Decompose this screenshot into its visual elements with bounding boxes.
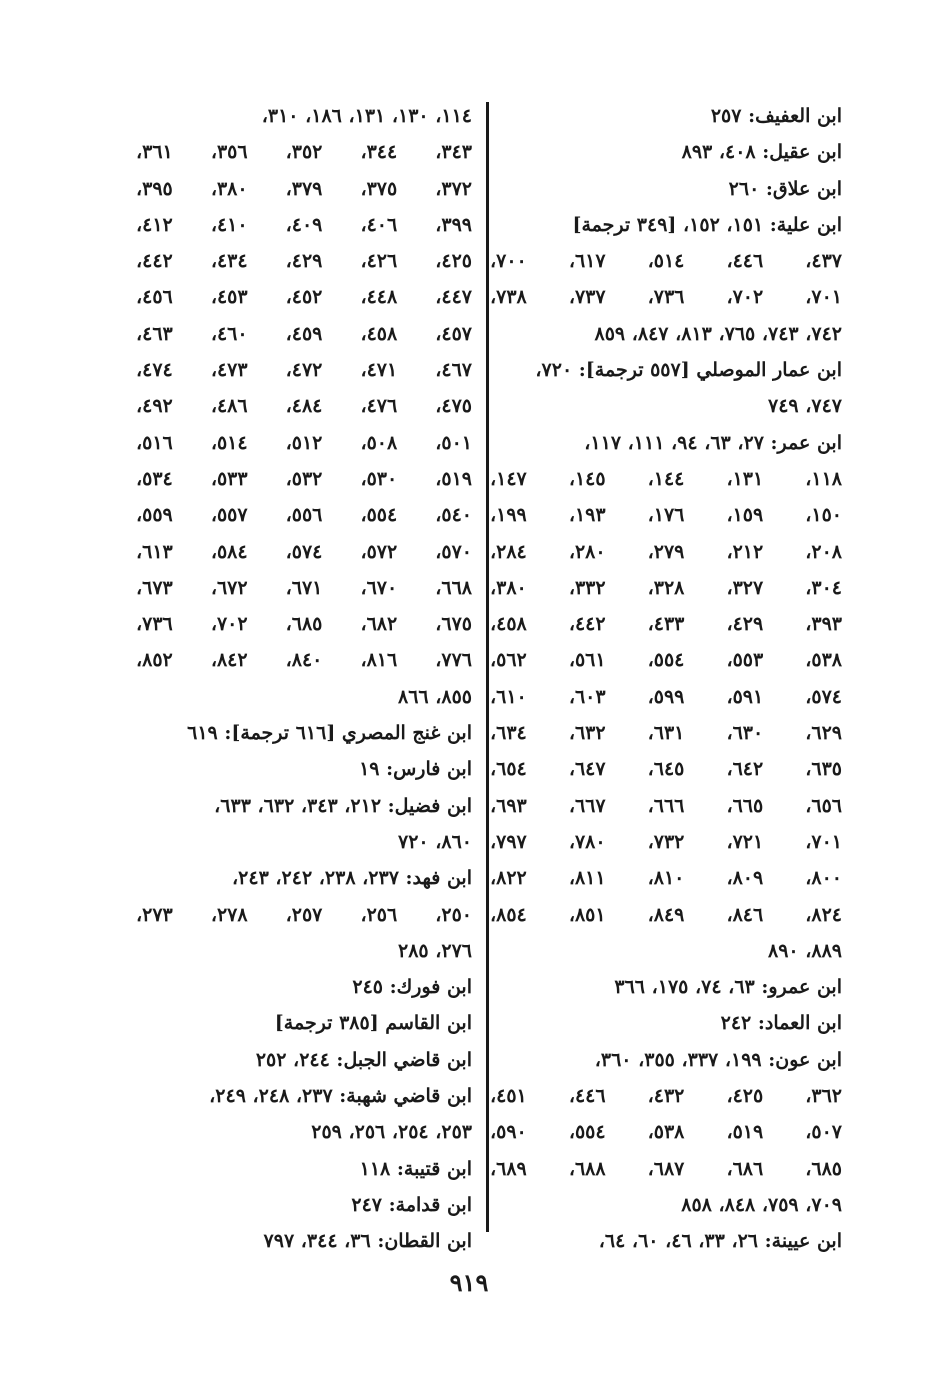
entry-heading-line: ابن عمر: ٢٧، ٦٣، ٩٤، ١١١، ١١٧، bbox=[584, 431, 842, 454]
index-entry bbox=[490, 1042, 842, 1223]
entry-page-refs-line: ٨٨٩، ٨٩٠ bbox=[768, 939, 842, 962]
index-entry bbox=[490, 425, 842, 969]
entry-page-refs-line: ٥٤٠، ٥٥٤، ٥٥٦، ٥٥٧، ٥٥٩، bbox=[136, 504, 472, 527]
entry-heading-line: ابن غنج المصري [٦١٦ ترجمة]: ٦١٩ bbox=[187, 722, 472, 745]
entry-page-refs-line: ٣٩٩، ٤٠٦، ٤٠٩، ٤١٠، ٤١٢، bbox=[136, 213, 472, 236]
entry-heading-line: ابن قاضي شهبة: ٢٣٧، ٢٤٨، ٢٤٩، bbox=[209, 1085, 472, 1108]
entry-page-refs-line: ١٥٠، ١٥٩، ١٧٦، ١٩٣، ١٩٩، bbox=[490, 504, 842, 527]
entry-page-refs-line: ٥٠٧، ٥١٩، ٥٣٨، ٥٥٤، ٥٩٠، bbox=[490, 1121, 842, 1144]
index-entry bbox=[136, 860, 472, 969]
index-entry bbox=[136, 969, 472, 1005]
entry-heading-line: ابن القطان: ٣٦، ٣٤٤، ٧٩٧ bbox=[263, 1230, 472, 1253]
index-entry bbox=[490, 1005, 842, 1041]
entry-page-refs-line: ٢٠٨، ٢١٢، ٢٧٩، ٢٨٠، ٢٨٤، bbox=[490, 540, 842, 563]
index-column-left bbox=[136, 98, 472, 1260]
entry-heading-line: ابن عيينة: ٢٦، ٣٣، ٤٦، ٦٠، ٦٤، bbox=[598, 1230, 842, 1253]
index-entry bbox=[136, 1151, 472, 1187]
entry-page-refs-line: ٥٧٤، ٥٩١، ٥٩٩، ٦٠٣، ٦١٠، bbox=[490, 685, 842, 708]
entry-page-refs-line: ٧٠١، ٧٠٢، ٧٣٦، ٧٣٧، ٧٣٨، bbox=[490, 286, 842, 309]
index-column-right bbox=[490, 98, 842, 1260]
index-entry bbox=[136, 1078, 472, 1151]
entry-page-refs-line: ٦٣٥، ٦٤٢، ٦٤٥، ٦٤٧، ٦٥٤، bbox=[490, 758, 842, 781]
index-entry bbox=[490, 969, 842, 1005]
entry-heading-line: ١١٤، ١٣٠، ١٣١، ١٨٦، ٣١٠، bbox=[261, 105, 472, 127]
entry-page-refs-line: ٤٥٧، ٤٥٨، ٤٥٩، ٤٦٠، ٤٦٣، bbox=[136, 322, 472, 345]
entry-page-refs-line: ٧٧٦، ٨١٦، ٨٤٠، ٨٤٢، ٨٥٢، bbox=[136, 649, 472, 672]
index-entry bbox=[136, 1223, 472, 1259]
entry-page-refs-line: ٣٧٢، ٣٧٥، ٣٧٩، ٣٨٠، ٣٩٥، bbox=[136, 177, 472, 200]
entry-page-refs-line: ٣٠٤، ٣٢٧، ٣٢٨، ٣٣٢، ٣٨٠، bbox=[490, 576, 842, 599]
entry-page-refs-line: ٥٧٠، ٥٧٢، ٥٧٤، ٥٨٤، ٦١٣، bbox=[136, 540, 472, 563]
entry-heading-line: ابن عمار الموصلي [٥٥٧ ترجمة]: ٧٢٠، bbox=[535, 359, 842, 382]
index-entry bbox=[136, 788, 472, 861]
entry-page-refs-line: ٥٠١، ٥٠٨، ٥١٢، ٥١٤، ٥١٦، bbox=[136, 431, 472, 454]
entry-heading-line: ابن فضيل: ٢١٢، ٣٤٣، ٦٣٢، ٦٣٣، bbox=[214, 794, 472, 817]
entry-page-refs-line: ٦٦٨، ٦٧٠، ٦٧١، ٦٧٢، ٦٧٣، bbox=[136, 576, 472, 599]
entry-heading-line: ابن عمرو: ٦٣، ٧٤، ١٧٥، ٣٦٦ bbox=[614, 976, 842, 999]
index-entry bbox=[136, 1005, 472, 1041]
entry-page-refs-line: ٢٥٣، ٢٥٤، ٢٥٦، ٢٥٩ bbox=[311, 1121, 472, 1144]
index-entry bbox=[490, 98, 842, 134]
page-number: ٩١٩ bbox=[449, 1268, 489, 1297]
index-entry bbox=[136, 751, 472, 787]
entry-heading-line: ابن العماد: ٢٤٢ bbox=[720, 1012, 842, 1035]
entry-heading-line: ابن فهد: ٢٣٧، ٢٣٨، ٢٤٢، ٢٤٣، bbox=[232, 867, 472, 890]
entry-heading-line: ابن عون: ١٩٩، ٣٣٧، ٣٥٥، ٣٦٠، bbox=[594, 1048, 842, 1071]
entry-heading-line: ابن علاق: ٢٦٠ bbox=[728, 177, 842, 200]
index-entry bbox=[490, 352, 842, 425]
index-entry bbox=[490, 207, 842, 352]
entry-page-refs-line: ٤٢٥، ٤٢٦، ٤٢٩، ٤٣٤، ٤٤٢، bbox=[136, 250, 472, 273]
entry-heading-line: ابن علية: ١٥١، ١٥٢، [٣٤٩ ترجمة] bbox=[572, 213, 842, 236]
entry-heading-line: ابن القاسم [٣٨٥ ترجمة] bbox=[274, 1012, 472, 1035]
entry-heading-line: ابن عقيل: ٤٠٨، ٨٩٣ bbox=[681, 141, 842, 164]
index-entry bbox=[490, 134, 842, 170]
index-entry bbox=[136, 98, 472, 715]
entry-page-refs-line: ٦٨٥، ٦٨٦، ٦٨٧، ٦٨٨، ٦٨٩، bbox=[490, 1157, 842, 1180]
index-entry bbox=[136, 1187, 472, 1223]
entry-page-refs-line: ٦٥٦، ٦٦٥، ٦٦٦، ٦٦٧، ٦٩٣، bbox=[490, 794, 842, 817]
entry-page-refs-line: ٧٠١، ٧٢١، ٧٣٢، ٧٨٠، ٧٩٧، bbox=[490, 830, 842, 853]
entry-page-refs-line: ٢٥٠، ٢٥٦، ٢٥٧، ٢٧٨، ٢٧٣، bbox=[136, 903, 472, 926]
entry-page-refs-line: ٨٥٥، ٨٦٦ bbox=[398, 685, 472, 708]
index-entry bbox=[490, 171, 842, 207]
entry-heading-line: ابن قاضي الجبل: ٢٤٤، ٢٥٢ bbox=[255, 1048, 472, 1071]
entry-heading-line: ابن قدامة: ٢٤٧ bbox=[351, 1193, 472, 1216]
entry-heading-line: ابن فارس: ١٩ bbox=[359, 758, 472, 781]
entry-page-refs-line: ٣٤٣، ٣٤٤، ٣٥٢، ٣٥٦، ٣٦١، bbox=[136, 141, 472, 164]
entry-page-refs-line: ٦٧٥، ٦٨٢، ٦٨٥، ٧٠٢، ٧٣٦، bbox=[136, 613, 472, 636]
entry-page-refs-line: ٨٢٤، ٨٤٦، ٨٤٩، ٨٥١، ٨٥٤، bbox=[490, 903, 842, 926]
entry-heading-line: ابن العفيف: ٢٥٧ bbox=[710, 105, 842, 127]
entry-heading-line: ابن فورك: ٢٤٥ bbox=[352, 976, 472, 999]
entry-page-refs-line: ٤٣٧، ٤٤٦، ٥١٤، ٦١٧، ٧٠٠، bbox=[490, 250, 842, 273]
entry-page-refs-line: ٧٠٩، ٧٥٩، ٨٤٨، ٨٥٨ bbox=[681, 1193, 842, 1216]
entry-heading-line: ابن قتيبة: ١١٨ bbox=[359, 1157, 472, 1180]
entry-page-refs-line: ٨٦٠، ٧٢٠ bbox=[398, 830, 472, 853]
entry-page-refs-line: ٥٣٨، ٥٥٣، ٥٥٤، ٥٦١، ٥٦٢، bbox=[490, 649, 842, 672]
entry-page-refs-line: ٨٠٠، ٨٠٩، ٨١٠، ٨١١، ٨٢٢، bbox=[490, 867, 842, 890]
entry-page-refs-line: ١١٨، ١٣١، ١٤٤، ١٤٥، ١٤٧، bbox=[490, 467, 842, 490]
column-divider bbox=[486, 102, 489, 1232]
entry-page-refs-line: ٣٦٢، ٤٢٥، ٤٣٢، ٤٤٦، ٤٥١، bbox=[490, 1085, 842, 1108]
entry-page-refs-line: ٦٢٩، ٦٣٠، ٦٣١، ٦٣٢، ٦٣٤، bbox=[490, 722, 842, 745]
entry-page-refs-line: ٧٤٧، ٧٤٩ bbox=[768, 395, 842, 418]
index-entry bbox=[490, 1223, 842, 1259]
entry-page-refs-line: ٤٦٧، ٤٧١، ٤٧٢، ٤٧٣، ٤٧٤، bbox=[136, 359, 472, 382]
entry-page-refs-line: ٣٩٣، ٤٢٩، ٤٣٣، ٤٤٢، ٤٥٨، bbox=[490, 613, 842, 636]
index-entry bbox=[136, 715, 472, 751]
entry-page-refs-line: ٥١٩، ٥٣٠، ٥٣٢، ٥٣٣، ٥٣٤، bbox=[136, 467, 472, 490]
entry-page-refs-line: ٤٧٥، ٤٧٦، ٤٨٤، ٤٨٦، ٤٩٢، bbox=[136, 395, 472, 418]
entry-page-refs-line: ٤٤٧، ٤٤٨، ٤٥٢، ٤٥٣، ٤٥٦، bbox=[136, 286, 472, 309]
entry-page-refs-line: ٢٧٦، ٢٨٥ bbox=[398, 939, 472, 962]
index-entry bbox=[136, 1042, 472, 1078]
entry-page-refs-line: ٧٤٢، ٧٤٣، ٧٦٥، ٨١٣، ٨٤٧، ٨٥٩ bbox=[594, 322, 842, 345]
